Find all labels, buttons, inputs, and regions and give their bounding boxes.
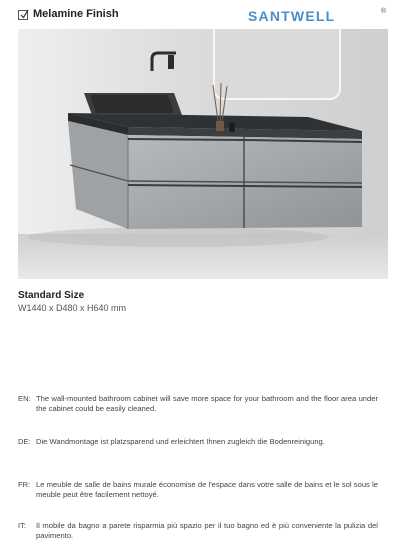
checkbox-icon — [18, 10, 28, 20]
description-text: Die Wandmontage ist platzsparend und erleichtert Ihnen zugleich die Bodenreinigung. — [36, 437, 325, 446]
standard-size-title: Standard Size — [18, 290, 85, 301]
lang-code: IT: — [18, 521, 27, 530]
standard-size-value: W1440 x D480 x H640 mm — [18, 303, 127, 313]
description-text: Il mobile da bagno a parete risparmia più spazio per il tuo bagno ed è più conveniente la pulizia del pavimento. — [36, 521, 378, 540]
finish-title: Melamine Finish — [33, 8, 119, 20]
lang-code: EN: — [18, 394, 31, 403]
lang-code: FR: — [18, 480, 31, 489]
description-text: Le meuble de salle de bains murale économise de l'espace dans votre salle de bains et le sol sous le meuble peut être facilement nettoyé. — [36, 480, 378, 499]
description-de — [18, 437, 378, 447]
page-header — [18, 8, 388, 26]
brand-logo — [248, 8, 386, 24]
description-text: The wall-mounted bathroom cabinet will save more space for your bathroom and the floor area under the cabinet could be easily cleaned. — [36, 394, 378, 413]
brand-logo-text: SANTWELL — [248, 8, 336, 24]
vanity-illustration — [18, 29, 388, 279]
description-it — [18, 521, 378, 541]
description-fr — [18, 480, 378, 500]
lang-code: DE: — [18, 437, 31, 446]
description-en — [18, 394, 378, 414]
registered-mark: ® — [380, 8, 386, 15]
product-photo — [18, 29, 388, 279]
